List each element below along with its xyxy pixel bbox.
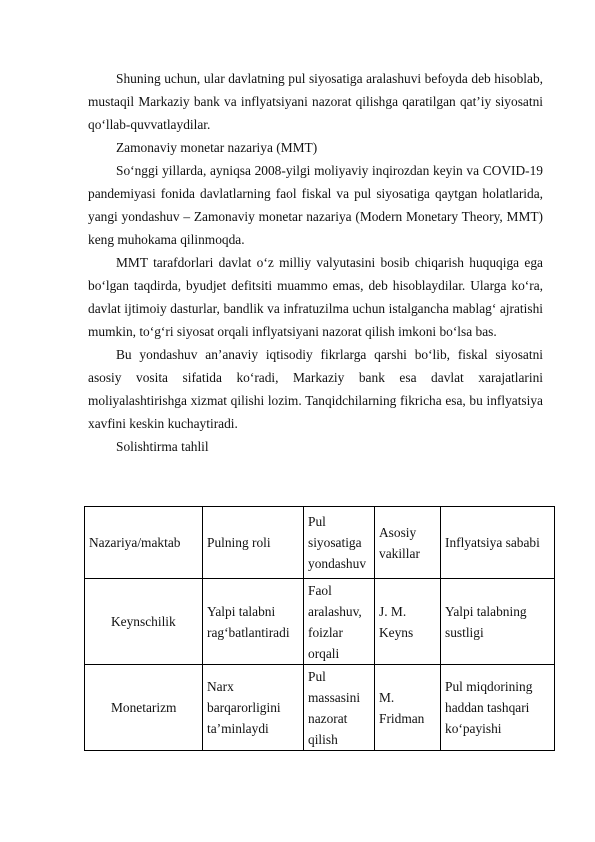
paragraph-2: So‘nggi yillarda, ayniqsa 2008-yilgi moliyaviy inqirozdan keyin va COVID-19 pandemiyasi fonida davlatlarning faol fiskal va pul siyosatiga qaytgan holatlarida, yangi yondashuv – Zamonaviy monetar nazariya (Modern Monetary Theory, MMT) keng muhokama qilinmoqda. <box>88 163 543 247</box>
header-cell: Nazariya/maktab <box>85 507 203 579</box>
header-cell: Pul siyosatiga yondashuv <box>304 507 375 579</box>
table-cell: J. M. Keyns <box>375 579 441 665</box>
table-row <box>85 579 555 665</box>
section-heading-mmt: Zamonaviy monetar nazariya (MMT) <box>116 140 318 155</box>
header-cell: Asosiy vakillar <box>375 507 441 579</box>
table-cell: Yalpi talabni rag‘batlantiradi <box>203 579 304 665</box>
table-header-row <box>85 507 555 579</box>
paragraph-4: Bu yondashuv an’anaviy iqtisodiy fikrlarga qarshi bo‘lib, fiskal siyosatni asosiy vosita sifatida ko‘radi, Markaziy bank esa davlat xarajatlarini moliyalashtirishga xizmat qilishi lozim. Tanqidchilarning fikricha esa, bu inflyatsiya xavfini keskin kuchaytiradi. <box>88 347 543 431</box>
header-cell: Inflyatsiya sababi <box>441 507 555 579</box>
paragraph-1: Shuning uchun, ular davlatning pul siyosatiga aralashuvi befoyda deb hisoblab, mustaqil Markaziy bank va inflyatsiyani nazorat qilishga qaratilgan qat’iy siyosatni qo‘llab-quvvatlaydilar. <box>88 71 543 132</box>
comparison-table <box>84 506 555 751</box>
paragraph-3: MMT tarafdorlari davlat o‘z milliy valyutasini bosib chiqarish huquqiga ega bo‘lgan taqdirda, byudjet defitsiti muammo emas, deb hisoblaydilar. Ularga ko‘ra, davlat ijtimoiy dasturlar, bandlik va infratuzilma uchun istalgancha mablag‘ ajratishi mumkin, to‘g‘ri siyosat orqali inflyatsiyani nazorat qilish imkoni bo‘lsa bas. <box>88 255 543 339</box>
table-cell: Pul miqdorining haddan tashqari ko‘payishi <box>441 665 555 751</box>
table-cell: Keynschilik <box>85 579 203 665</box>
table-row <box>85 665 555 751</box>
table-cell: Pul massasini nazorat qilish <box>304 665 375 751</box>
header-cell: Pulning roli <box>203 507 304 579</box>
table-cell: Faol aralashuv, foizlar orqali <box>304 579 375 665</box>
table-cell: Narx barqarorligini ta’minlaydi <box>203 665 304 751</box>
document-body <box>88 67 543 458</box>
table-cell: Monetarizm <box>85 665 203 751</box>
section-heading-comparison: Solishtirma tahlil <box>116 439 209 454</box>
table-cell: M. Fridman <box>375 665 441 751</box>
table-cell: Yalpi talabning sustligi <box>441 579 555 665</box>
